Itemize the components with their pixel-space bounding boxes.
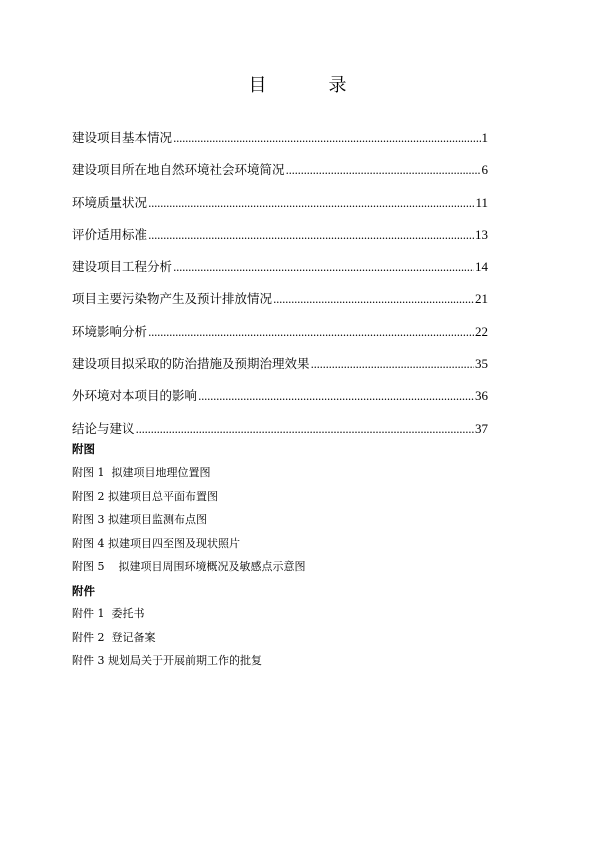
toc-leader-dots [148,228,474,244]
toc-entry-page: 21 [475,291,488,307]
toc-entry[interactable] [72,356,488,388]
toc-entry-label: 建设项目基本情况 [72,130,173,145]
toc-entry-label: 建设项目工程分析 [72,259,173,275]
toc-entry[interactable] [72,130,488,162]
toc-entry-label: 环境影响分析 [72,323,148,339]
figure-item: 附图 5 拟建项目周围环境概况及敏感点示意图 [72,560,306,573]
toc-entry-page: 13 [475,226,488,242]
figure-item: 附图 4 拟建项目四至图及现状照片 [72,536,240,550]
toc-entry-page: 37 [475,420,488,436]
toc-entry[interactable] [72,195,488,227]
toc-entry-page: 1 [481,130,488,145]
attachments-heading: 附件 [72,584,95,598]
figures-heading: 附图 [72,442,95,456]
toc-entry-label: 建设项目所在地自然环境社会环境简况 [72,162,285,178]
toc-entry[interactable] [72,259,488,291]
figure-item: 附图 1 拟建项目地理位置图 [72,466,211,479]
figure-item: 附图 3 拟建项目监测布点图 [72,513,207,526]
toc-entry-page: 35 [475,356,488,372]
toc-leader-dots [173,260,474,276]
toc-entry-label: 评价适用标准 [72,226,148,242]
toc-entry[interactable] [72,421,488,453]
toc-entry-page: 36 [475,388,488,404]
attachment-item: 附件 3 规划局关于开展前期工作的批复 [72,654,262,667]
toc-entry[interactable] [72,388,488,420]
figures-list [72,465,305,583]
toc-entry-label: 外环境对本项目的影响 [72,388,198,404]
figure-item: 附图 2 拟建项目总平面布置图 [72,489,218,503]
toc-entry-page: 22 [475,323,488,339]
toc-entry[interactable] [72,291,488,323]
toc-leader-dots [136,422,474,438]
toc-leader-dots [286,163,481,179]
toc-leader-dots [148,325,474,341]
toc-entry[interactable] [72,324,488,356]
toc-entry-label: 项目主要污染物产生及预计排放情况 [72,291,273,307]
toc-entry-page: 14 [475,259,488,275]
page-title: 目 录 [248,75,369,96]
toc-entry[interactable] [72,227,488,259]
toc-leader-dots [198,389,474,405]
attachment-item: 附件 1 委托书 [72,607,145,620]
attachments-list [72,606,262,677]
toc-entry-label: 建设项目拟采取的防治措施及预期治理效果 [72,356,310,372]
toc-entry-label: 结论与建议 [72,420,135,436]
table-of-contents [72,130,488,453]
toc-entry-label: 环境质量状况 [72,194,148,210]
attachment-item: 附件 2 登记备案 [72,630,156,644]
toc-entry-page: 6 [481,162,488,178]
toc-leader-dots [273,292,474,308]
toc-entry[interactable] [72,162,488,194]
toc-leader-dots [173,131,480,147]
toc-leader-dots [311,357,474,373]
toc-entry-page: 11 [475,194,488,210]
toc-leader-dots [148,196,474,212]
